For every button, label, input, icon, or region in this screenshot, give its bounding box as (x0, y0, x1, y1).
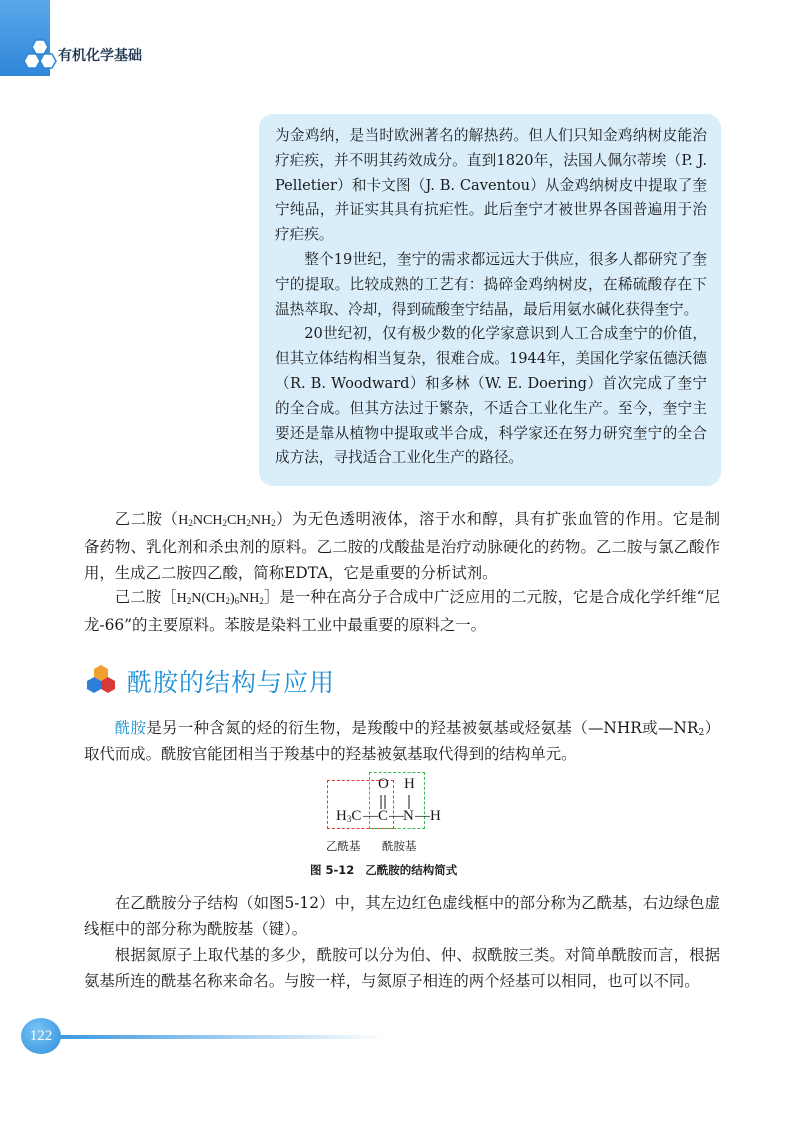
formula-hexanediamine: $H_2N(CH_2)_6NH_2$ (176, 591, 264, 606)
bond-n-h: — (415, 808, 430, 824)
nitrogen-atom: N (403, 808, 414, 824)
oxygen-atom: O (378, 776, 389, 792)
box-paragraph: 整个19世纪，奎宁的需求都远远大于供应，很多人都研究了奎宁的提取。比较成熟的工艺有：捣碎金鸡纳树皮，在稀硫酸存在下温热萃取、冷却，得到硫酸奎宁结晶，最后用氨水碱化获得奎宁。 (275, 250, 707, 318)
footer-line (56, 1035, 386, 1039)
bond-c-c: — (363, 808, 378, 824)
box-paragraph: 20世纪初，仅有极少数的化学家意识到人工合成奎宁的价值，但其立体结构相当复杂，很难合成。1944年，美国化学家伍德沃德（R. B. Woodward）和多林（W. E. Doering）首次完成了奎宁的全合成。但其方法过于繁杂，不适合工业化生产。至今，奎宁主要还是靠从植物中提取或半合成，科学家还在努力研究奎宁的全合成方法，寻找适合工业化生产的路径。 (275, 325, 707, 467)
page-number-badge (21, 1018, 61, 1054)
label-amide: 酰胺基 (382, 839, 417, 853)
paragraph-acetamide-structure: 在乙酰胺分子结构（如图5-12）中，其左边红色虚线框中的部分称为乙酰基，右边绿色虚线框中的部分称为酰胺基（键）。 (84, 894, 720, 938)
box-paragraph: 为金鸡纳，是当时欧洲著名的解热药。但人们只知金鸡纳树皮能治疗疟疾，并不明其药效成分。直到1820年，法国人佩尔蒂埃（P. J. Pelletier）和卡文图（J. B. Caventou）从金鸡纳树皮中提取了奎宁纯品，并证实其具有抗疟性。此后奎宁才被世界各国普遍用于治疗疟疾。 (275, 127, 707, 244)
carbonyl-carbon: C (378, 808, 389, 824)
formula-ethylenediamine: $H_2NCH_2CH_2NH_2$ (178, 513, 276, 528)
cubes-icon (86, 664, 116, 694)
book-title: 有机化学基础 (58, 48, 142, 64)
bond-c-n: — (389, 808, 404, 824)
section-title: 酰胺的结构与应用 (127, 668, 336, 697)
paragraph-hexanediamine: 己二胺$[H_2N(CH_2)_6NH_2]$是一种在高分子合成中广泛应用的二元胺，它是合成化学纤维“尼龙-66”的主要原料。苯胺是染料工业中最重要的原料之一。 (84, 588, 720, 634)
page-number: 122 (29, 1027, 53, 1044)
paragraph-amide-definition: 酰胺是另一种含氮的烃的衍生物，是羧酸中的羟基被氨基或烃氨基（—NHR或$—NR_2$）取代而成。酰胺官能团相当于羧基中的羟基被氨基取代得到的结构单元。 (84, 719, 720, 763)
hydrogen-top-atom: H (404, 776, 415, 792)
figure-caption: 图 5-12 乙酰胺的结构简式 (310, 863, 458, 877)
reading-box (259, 114, 721, 486)
paragraph-amide-classification: 根据氮原子上取代基的多少，酰胺可以分为伯、仲、叔酰胺三类。对简单酰胺而言，根据氨基所连的酰基名称来命名。与胺一样，与氮原子相连的两个烃基可以相同，也可以不同。 (84, 946, 720, 990)
methyl-group: $H_3C$ (336, 808, 362, 824)
hydrogen-right-atom: H (430, 808, 441, 824)
term-amide: 酰胺 (114, 719, 147, 737)
paragraph-ethylenediamine: 乙二胺$(H_2NCH_2CH_2NH_2)$为无色透明液体，溶于水和醇，具有扩张血管的作用。它是制备药物、乳化剂和杀虫剂的原料。乙二胺的戊酸盐是治疗动脉硬化的药物。乙二胺与氯乙酸作用，生成乙二胺四乙酸，简称EDTA，它是重要的分析试剂。 (84, 510, 720, 582)
acetamide-structure-figure (320, 770, 490, 860)
label-acetyl: 乙酰基 (326, 839, 361, 853)
